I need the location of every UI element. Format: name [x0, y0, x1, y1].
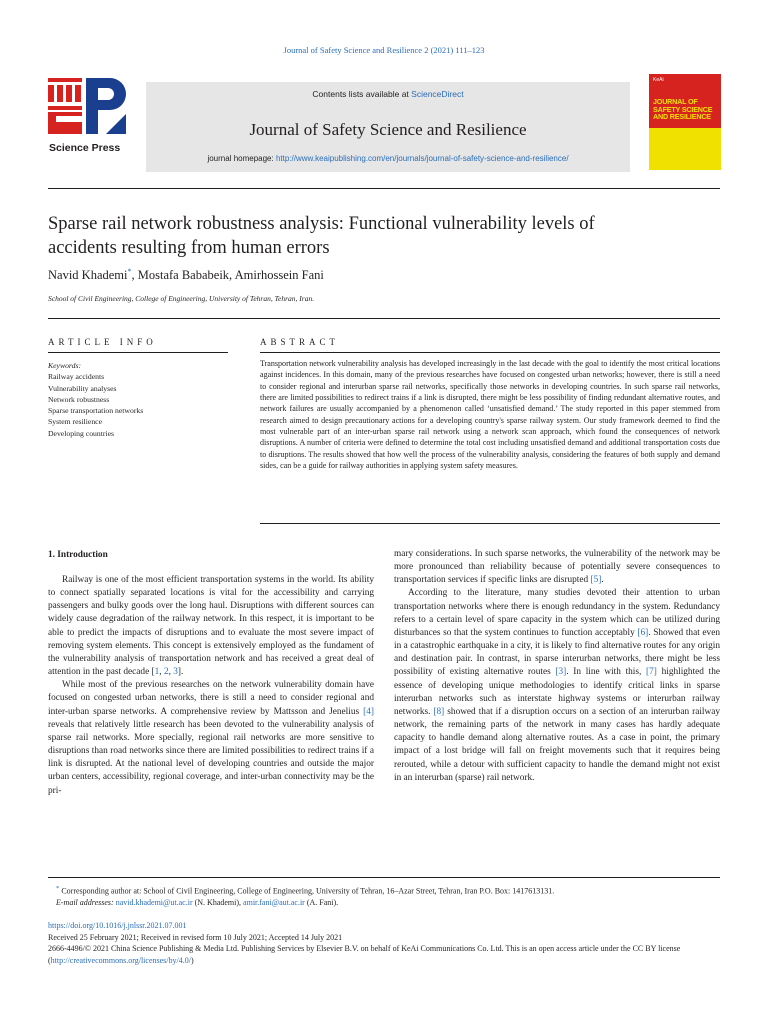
paragraph-text: showed that if a disruption occurs on a section of an interurban railway network, the remaining parts of the network in many cases has hardly adequate capacity to handle demand along alternative routes. As a case in point, the primary impact of a lost bridge will fall on freight movements such that it requires being rerouted, while a detour with sufficient capacity to handle the demand might not exist in an interurban (sparse) rail network. [394, 706, 720, 783]
paragraph [48, 679, 374, 797]
keyword: Vulnerability analyses [48, 383, 117, 393]
cover-publisher: KeAi [653, 77, 664, 83]
body-column-left [48, 574, 374, 798]
journal-banner [146, 82, 630, 172]
paragraph [394, 587, 720, 784]
email-owner: (N. Khademi), [192, 897, 244, 907]
citation-link[interactable]: [4] [363, 706, 374, 717]
paragraph-text: mary considerations. In such sparse networks, the vulnerability of the network may be more pronounced than reliability because of potentially severe consequences to transportation services if specific links are disrupted [394, 549, 720, 586]
science-press-logo [48, 76, 132, 172]
corresponding-text: Corresponding author at: School of Civil Engineering, College of Engineering, University of Tehran, 16–Azar Street, Tehran, Iran P.O. Box: 1417613131. [61, 886, 555, 896]
email-label: E-mail addresses: [56, 897, 114, 907]
citation-link[interactable]: [8] [433, 706, 445, 717]
paragraph-text: According to the literature, many studies devoted their attention to urban transportation networks where there is enough redundancy in the system. Redundancy refers to a certain level of spare capacity in the system which can be utilized during disturbances so that the system continues to function acceptably [394, 588, 720, 638]
publisher-name: Science Press [49, 142, 121, 154]
paragraph-text: Railway is one of the most efficient transportation systems in the world. Its ability to connect spatially separated locations is vital for the accessibility and carrying passengers and bulky goods over the long haul. Disruptions with different sources can widely cause degradation of the railway network. In this respect, it is important to be able to predict the impacts of disruptions and to evaluate the most severe impact of removing system elements. This concept is extensively employed as the fundament of the vulnerability analysis of transportation network and has received a great deal of attention in the past decade [ [48, 575, 374, 678]
affiliation: School of Civil Engineering, College of Engineering, University of Tehran, Tehran, Iran. [48, 294, 315, 303]
citation-link[interactable]: [7] [646, 667, 657, 678]
paragraph-text: highlighted the essence of developing unique methodologies to identify critical links in sparse interurban networks such as interstate highway systems or interurban railway networks. [394, 667, 721, 717]
journal-homepage [146, 154, 630, 163]
homepage-prefix: journal homepage: [207, 154, 276, 163]
journal-name: Journal of Safety Science and Resilience [249, 120, 527, 139]
article-info-heading: ARTICLE INFO [48, 337, 157, 347]
other-authors: , Mostafa Bababeik, Amirhossein Fani [131, 268, 324, 283]
keyword: System resilience [48, 417, 103, 427]
email-link[interactable]: navid.khademi@ut.ac.ir [115, 897, 193, 907]
contents-prefix: Contents lists available at [312, 89, 412, 99]
sciencedirect-link[interactable]: ScienceDirect [411, 89, 464, 99]
abstract-rule [260, 352, 720, 353]
paragraph-text: . In line with this, [566, 667, 647, 678]
footnote-divider [48, 877, 720, 878]
license-link[interactable]: http://creativecommons.org/licenses/by/4.0/ [50, 955, 191, 965]
paragraph-text: reveals that relatively little research has been devoted to the vulnerability analysis of sparse rail networks. More specially, regional rail networks are more sensitive to disruptions than road networks since there are limited possibilities to redirect trains if a link is disrupted. At the national level of developing countries and outside the major urban centers, accessibility, regional coverage, and inter-urban connectivity may be the pri- [48, 719, 374, 796]
cover-title-line: SAFETY SCIENCE [653, 104, 713, 114]
doi-link[interactable]: https://doi.org/10.1016/j.jnlssr.2021.07.001 [48, 921, 187, 930]
section-heading-introduction: 1. Introduction [48, 550, 108, 560]
abstract-text: Transportation network vulnerability analysis has developed increasingly in the last decade with the goal to identify the most critical locations against incidences. In this domain, many of the previous researches have focused on congested urban networks; however, there is still a need to consider regional and interurban sparse rail networks, specifically those networks in developing countries. In such sparse rail networks, there are limited possibilities to redirect trains if a link is disrupted, there might be less possibility of finding redundant alternative routes, and network failures are usually accompanied by a phenomenon called ‘unsatisfied demand.’ The study reported in this paper stemmed from research aimed to design precautionary actions for a developing country's sparse railway system. Our study framework deemed to find the most vulnerable part of an inter-urban sparse rail network using a network scan approach, which found the consequences of network disruptions. A number of criteria were defined to determine the total cost including unsatisfied demand and additional transportation costs due to disruptions. The results showed that how well the process of the vulnerability analysis, considering the features of both supply and demand sides, can be a guide for railway authorities in applying system safety measures. [260, 359, 720, 471]
article-info-rule [48, 352, 228, 353]
title-line-1: Sparse rail network robustness analysis: Functional vulnerability levels of [48, 214, 595, 234]
homepage-link[interactable]: http://www.keaipublishing.com/en/journals/journal-of-safety-science-and-resilience/ [275, 154, 569, 163]
title-line-2: accidents resulting from human errors [48, 238, 330, 258]
keyword: Sparse transportation networks [48, 406, 144, 416]
citation-link[interactable]: 1 [154, 667, 160, 678]
body-column-right [394, 548, 720, 785]
license-text: ) [190, 955, 194, 965]
publication-info [48, 920, 720, 966]
header-divider [48, 188, 720, 189]
keywords-block [48, 360, 228, 439]
email-owner: (A. Fani). [304, 897, 339, 907]
journal-cover-thumbnail[interactable] [649, 74, 721, 170]
info-divider [48, 318, 720, 319]
citation-link[interactable]: [3] [555, 667, 567, 678]
paragraph: Railway is one of the most efficient transportation systems in the world. Its ability to connect spatially separated locations is vital for the accessibility and carrying passengers and bulky goods over the long haul. Disruptions with different sources can widely cause degradation of the railway network. In this respect, it is important to be able to predict the impacts of disruptions and to evaluate the most severe impact of removing system elements. This concept is extensively employed as the fundament of the vulnerability analysis of transportation network and has received a great deal of attention in the past decade [1, 2, 3]. [48, 575, 374, 678]
citation-link[interactable]: [6] [637, 627, 649, 638]
science-press-logo-mark [48, 76, 132, 138]
article-history: Received 25 February 2021; Received in revised form 10 July 2021; Accepted 14 July 2021 [48, 932, 343, 942]
paragraph-text: . [601, 575, 604, 586]
footnote-block [56, 883, 716, 908]
contents-availability [146, 89, 630, 99]
abstract-bottom-rule [260, 523, 720, 524]
journal-citation[interactable]: Journal of Safety Science and Resilience 2 (2021) 111–123 [283, 45, 485, 55]
keyword: Developing countries [48, 428, 114, 438]
footnote-mark[interactable]: * [56, 885, 60, 892]
paragraph [394, 548, 720, 587]
keyword: Railway accidents [48, 372, 105, 382]
license-statement [48, 943, 720, 966]
cover-title [653, 98, 712, 121]
paragraph-text: ]. [177, 667, 184, 678]
journal-header [48, 76, 720, 172]
citation-link[interactable]: 3 [173, 667, 178, 678]
license-text: 2666-4496/© 2021 China Science Publishing & Media Ltd. Publishing Services by Elsevier B.V. on behalf of KeAi Communications Co. Ltd. This is an open access article under the CC BY license ( [48, 944, 681, 965]
cover-title-line: AND RESILIENCE [653, 112, 711, 122]
citation-link[interactable]: [5] [590, 575, 602, 586]
article-title [48, 212, 688, 260]
abstract-heading: ABSTRACT [260, 337, 340, 347]
paragraph-text: . Showed that even in a catastrophic earthquake in a city, it is likely to find alternative routes for any origin and destination pair. In contrast, in sparse interurban networks, there might be less possibility of existing alternative routes [394, 627, 720, 678]
author-khademi: Navid Khademi [48, 268, 128, 283]
email-link[interactable]: amir.fani@aut.ac.ir [243, 897, 305, 907]
email-note [56, 897, 716, 908]
corresponding-author-mark[interactable]: * [127, 267, 132, 276]
paragraph-text: While most of the previous researches on the network vulnerability domain have focused on congested urban networks, there is still a need to consider regional and inter-urban sparse networks. A comprehensive review by Mattsson and Jenelius [48, 680, 374, 717]
keywords-heading: Keywords: [48, 361, 82, 370]
corresponding-author-note [56, 883, 716, 897]
author-list [48, 267, 324, 283]
cover-title-line: JOURNAL OF [653, 97, 698, 106]
citation-link[interactable]: 2 [163, 667, 169, 678]
keyword: Network robustness [48, 394, 110, 404]
